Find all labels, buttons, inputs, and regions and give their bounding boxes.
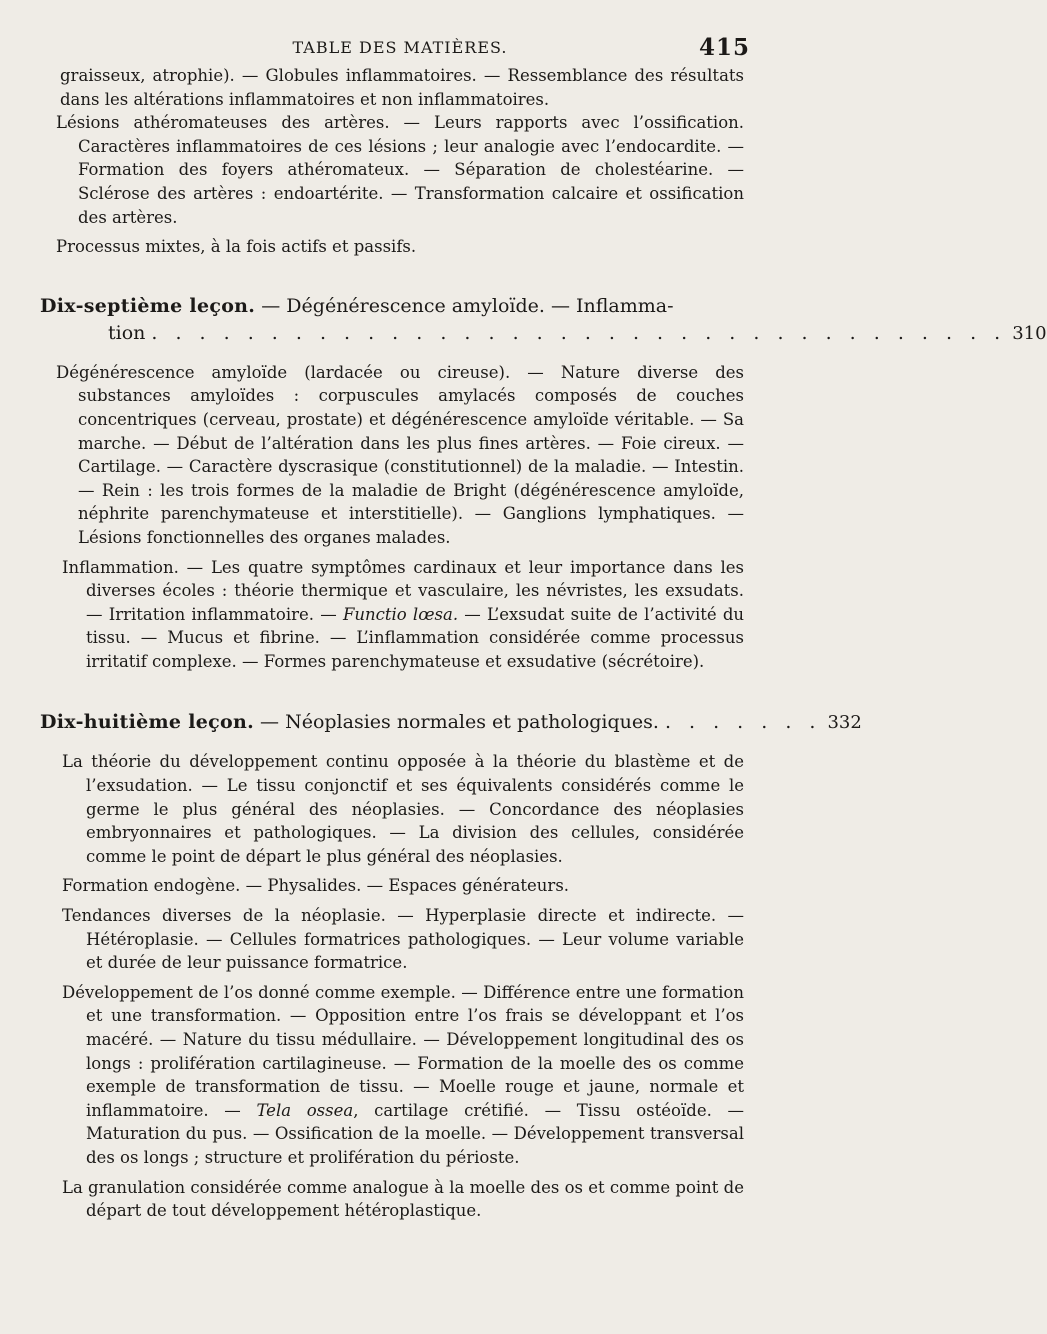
- neoplasia-tendencies-paragraph: Tendances diverses de la néoplasie. — Hyperplasie directe et indirecte. — Hétéroplasie. — Cellules formatrices pathologiques. — Leur volume variable et durée de leur puissance formatrice.: [62, 906, 744, 973]
- bone-text-a: Développement de l’os donné comme exemple. — Différence entre une formation et une transformation. — Opposition entre l’os frais se développant et l’os macéré. — Nature du tissu médullaire. — Développement longitudinal des os longs : prolifération cartilagineuse. — Formation de la moelle des os comme exemple de transformation de tissu. — Moelle rouge et jaune, normale et inflammatoire. —: [62, 982, 744, 1120]
- functio-laesa: Functio lœsa.: [342, 604, 459, 624]
- endogenous-formation-paragraph: Formation endogène. — Physalides. — Espaces générateurs.: [62, 876, 570, 896]
- lecon-17-heading: [40, 293, 1047, 347]
- lecon-17-label: Dix-septième leçon.: [40, 294, 256, 317]
- lecon-17-title-line1: — Dégénérescence amyloïde. — Inflamma-: [255, 294, 674, 317]
- atheroma-paragraph: Lésions athéromateuses des artères. — Leurs rapports avec l’ossification. Caractères inflammatoires de ces lésions ; leur analogie avec l’endocardite. — Formation des foyers athéromateux. — Séparation de cholestéarine. — Sclérose des artères : endoartérite. — Transformation calcaire et ossification des artères.: [56, 113, 744, 227]
- inflammation-paragraph: [40, 556, 760, 674]
- lecon-18-title: — Néoplasies normales et pathologiques.: [254, 711, 659, 734]
- bone-development-paragraph: [40, 981, 760, 1170]
- continuation-paragraph: graisseux, atrophie). — Globules inflammatoires. — Ressemblance des résultats dans les altérations inflammatoires et non inflammatoires.: [60, 66, 744, 109]
- tela-ossea: Tela ossea: [256, 1100, 354, 1120]
- leader-dots: . . . . . . . . . . . . . . . . . . . . . . . . . . . . . . . . . . . .: [151, 321, 1007, 344]
- lecon-18-label: Dix-huitième leçon.: [40, 711, 254, 734]
- running-head: [40, 34, 760, 64]
- lecon-17-title-line2: tion: [108, 321, 146, 344]
- leader-dots: . . . . . . .: [664, 711, 822, 734]
- lecon-17-page: 310: [1012, 322, 1047, 344]
- page-number: 415: [698, 34, 750, 61]
- continuous-development-paragraph: La théorie du développement continu opposée à la théorie du blastème et de l’exsudation. — Le tissu conjonctif et ses équivalents considérés comme le germe le plus général des néoplasies. — Concordance des néoplasies embryonnaires et pathologiques. — La division des cellules, considérée comme le point de départ le plus général des néoplasies.: [62, 752, 744, 866]
- granulation-paragraph: La granulation considérée comme analogue à la moelle des os et comme point de départ de tout développement hétéroplastique.: [62, 1177, 744, 1221]
- amyloid-paragraph: Dégénérescence amyloïde (lardacée ou cireuse). — Nature diverse des substances amyloïdes : corpuscules amylacés composés de couches concentriques (cerveau, prostate) et dégénérescence amyloïde véritable. — Sa marche. — Début de l’altération dans les plus fines artères. — Foie cireux. — Cartilage. — Caractère dyscrasique (constitutionnel) de la maladie. — Intestin. — Rein : les trois formes de la maladie de Bright (dégénérescence amyloïde, néphrite parenchymateuse et interstitielle). — Ganglions lymphatiques. — Lésions fonctionnelles des organes malades.: [56, 362, 744, 547]
- bone-text-b: , cartilage crétifié. — Tissu ostéoïde. — Maturation du pus. — Ossification de la moelle. — Développement transversal des os longs ; structure et prolifération du périoste.: [86, 1100, 744, 1167]
- running-title: TABLE DES MATIÈRES.: [292, 38, 508, 57]
- lecon-18-page: 332: [827, 712, 862, 734]
- lecon-18-heading: [40, 709, 862, 736]
- mixed-processes-paragraph: Processus mixtes, à la fois actifs et passifs.: [56, 237, 417, 257]
- inflammation-text-a: Inflammation. — Les quatre symptômes cardinaux et leur importance dans les diverses écoles : théorie thermique et vasculaire, les névristes, les exsudats. — Irritation inflammatoire. —: [62, 557, 744, 624]
- inflammation-text-b: — L’exsudat suite de l’activité du tissu. — Mucus et fibrine. — L’inflammation considérée comme processus irritatif complexe. — Formes parenchymateuse et exsudative (sécrétoire).: [86, 604, 745, 671]
